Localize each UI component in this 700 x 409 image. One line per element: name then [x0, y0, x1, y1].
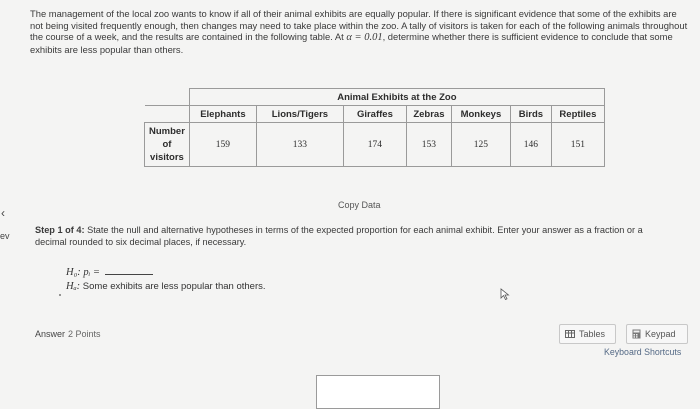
- table-cell: 174: [343, 123, 406, 167]
- points-label: 2 Points: [68, 329, 101, 339]
- keyboard-shortcuts-link[interactable]: Keyboard Shortcuts: [604, 347, 682, 357]
- row-header: Number of visitors: [145, 123, 190, 167]
- table-icon: [565, 330, 575, 338]
- null-hypothesis-input[interactable]: [105, 265, 153, 275]
- keypad-label: Keypad: [645, 329, 676, 339]
- table-cell: 151: [551, 123, 604, 167]
- null-hypothesis-symbol: H₀: pᵢ =: [66, 267, 100, 278]
- column-header: Zebras: [406, 106, 451, 123]
- column-header: Lions/Tigers: [256, 106, 343, 123]
- column-header: Elephants: [189, 106, 256, 123]
- problem-text-part1: The management of the local zoo wants to know if all of their animal exhibits are equally popular. If there is significant evidence that some of the exhibits are not being visited frequently enough, then changes may need to take place within the zoo. A tally of visitors is taken for each of the following animals throughout the course of a week, and the results are contained in the following table. At: [30, 8, 688, 43]
- problem-text-part2: , determine whether there is sufficient evidence to conclude that some exhibits are less popular than others.: [30, 31, 673, 55]
- problem-statement: [30, 8, 690, 55]
- chevron-left-icon[interactable]: ‹: [1, 206, 5, 220]
- previous-step-link[interactable]: ev: [0, 231, 10, 241]
- table-cell: 153: [406, 123, 451, 167]
- tables-button[interactable]: [559, 324, 616, 344]
- tables-label: Tables: [579, 329, 606, 339]
- keypad-button[interactable]: [626, 324, 688, 344]
- step-label: Step 1 of 4:: [35, 225, 85, 235]
- null-hypothesis: [66, 265, 153, 278]
- step-text: State the null and alternative hypotheses in terms of the expected proportion for each animal exhibit. Enter your answer as a fraction or a decimal rounded to six decimal places, if necessary.: [35, 225, 643, 247]
- mouse-cursor-icon: [500, 288, 510, 300]
- step-instructions: [35, 225, 675, 248]
- answer-label: Answer 2 Points: [35, 329, 101, 339]
- table-cell: 133: [256, 123, 343, 167]
- column-header: Reptiles: [551, 106, 604, 123]
- table-cell: 159: [189, 123, 256, 167]
- bullet-dot: [59, 294, 61, 296]
- alternative-hypothesis-text: Some exhibits are less popular than others.: [82, 281, 266, 292]
- column-header: Birds: [510, 106, 551, 123]
- answer-input-box[interactable]: [316, 375, 440, 409]
- alpha-value: α = 0.01: [346, 32, 383, 44]
- alternative-hypothesis-symbol: Hₐ:: [66, 281, 81, 292]
- table-title: Animal Exhibits at the Zoo: [189, 89, 604, 106]
- copy-data-button[interactable]: Copy Data: [338, 200, 381, 210]
- zoo-data-table: [144, 88, 605, 167]
- column-header: Giraffes: [343, 106, 406, 123]
- table-cell: 125: [451, 123, 510, 167]
- column-header: Monkeys: [451, 106, 510, 123]
- calculator-icon: [632, 329, 641, 339]
- table-cell: 146: [510, 123, 551, 167]
- alternative-hypothesis: [66, 281, 266, 292]
